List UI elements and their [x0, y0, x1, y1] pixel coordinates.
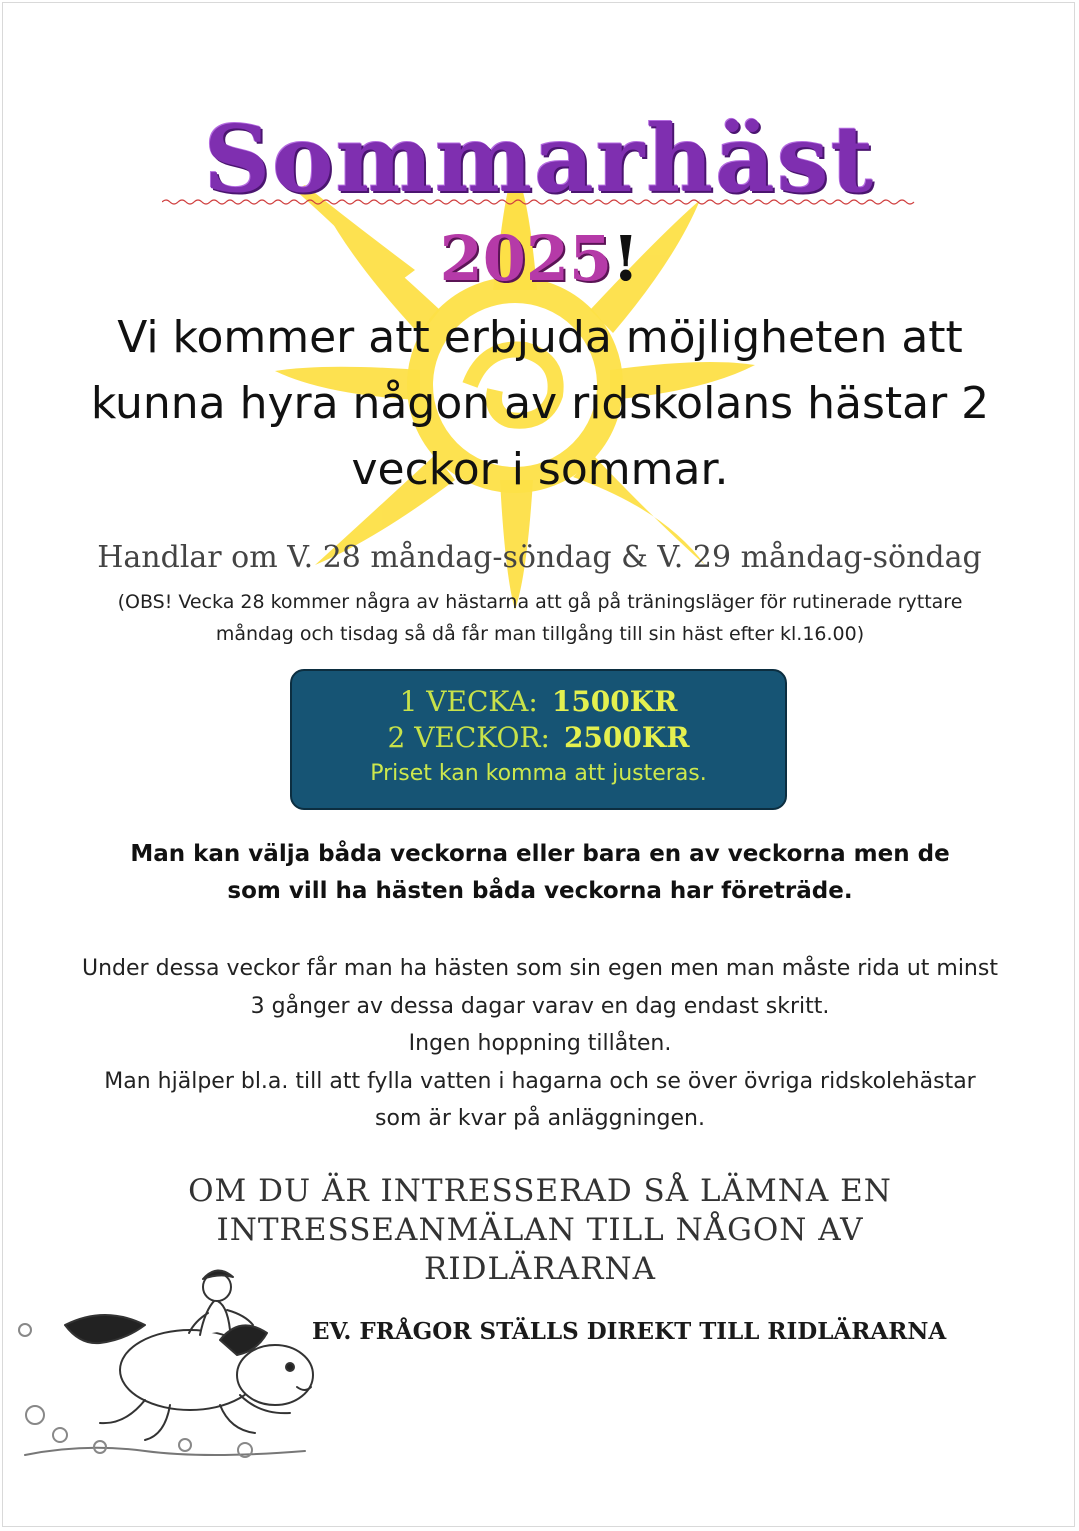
price-label: 1 VECKA: [399, 685, 538, 718]
price-row-2-weeks [292, 720, 785, 756]
interest-text: OM DU ÄR INTRESSERAD SÅ LÄMNA EN INTRESSEANMÄLAN TILL NÅGON AV RIDLÄRARNA [188, 1173, 892, 1287]
horse-rider-icon [5, 1255, 325, 1490]
rule-help: Man hjälper bl.a. till att fylla vatten i hagarna och se över övriga ridskolehästar som är kvar på anläggningen. [104, 1068, 976, 1131]
questions-text: EV. FRÅGOR STÄLLS DIREKT TILL RIDLÄRARNA [312, 1318, 947, 1345]
poster-title: Sommarhäst [203, 105, 876, 213]
year-exclamation: ! [612, 222, 640, 295]
price-label: 2 VECKOR: [387, 721, 550, 754]
poster-year [0, 222, 1079, 295]
rule-riding: Under dessa veckor får man ha hästen som sin egen men man måste rida ut minst 3 gånger av dessa dagar varav en dag endast skritt. [82, 956, 998, 1019]
period-text: Handlar om V. 28 måndag-söndag & V. 29 måndag-söndag [97, 540, 982, 575]
price-box [290, 669, 787, 810]
price-row-1-week [292, 684, 785, 720]
rules-block [80, 950, 1000, 1138]
week-choice-text: Man kan välja båda veckorna eller bara en av veckorna men de som vill ha hästen båda veckorna har företräde. [130, 841, 950, 904]
year-number: 2025 [439, 222, 613, 295]
training-note: (OBS! Vecka 28 kommer några av hästarna att gå på träningsläger för rutinerade ryttare måndag och tisdag så då får man tillgång till sin häst efter kl.16.00) [117, 591, 963, 645]
price-disclaimer: Priset kan komma att justeras. [370, 761, 707, 786]
spellcheck-underline [162, 197, 924, 207]
price-value: 1500KR [551, 685, 678, 718]
rule-no-jumping: Ingen hoppning tillåten. [408, 1031, 672, 1056]
price-value: 2500KR [563, 721, 690, 754]
headline-text: Vi kommer att erbjuda möjligheten att kunna hyra någon av ridskolans hästar 2 veckor i sommar. [90, 312, 990, 495]
